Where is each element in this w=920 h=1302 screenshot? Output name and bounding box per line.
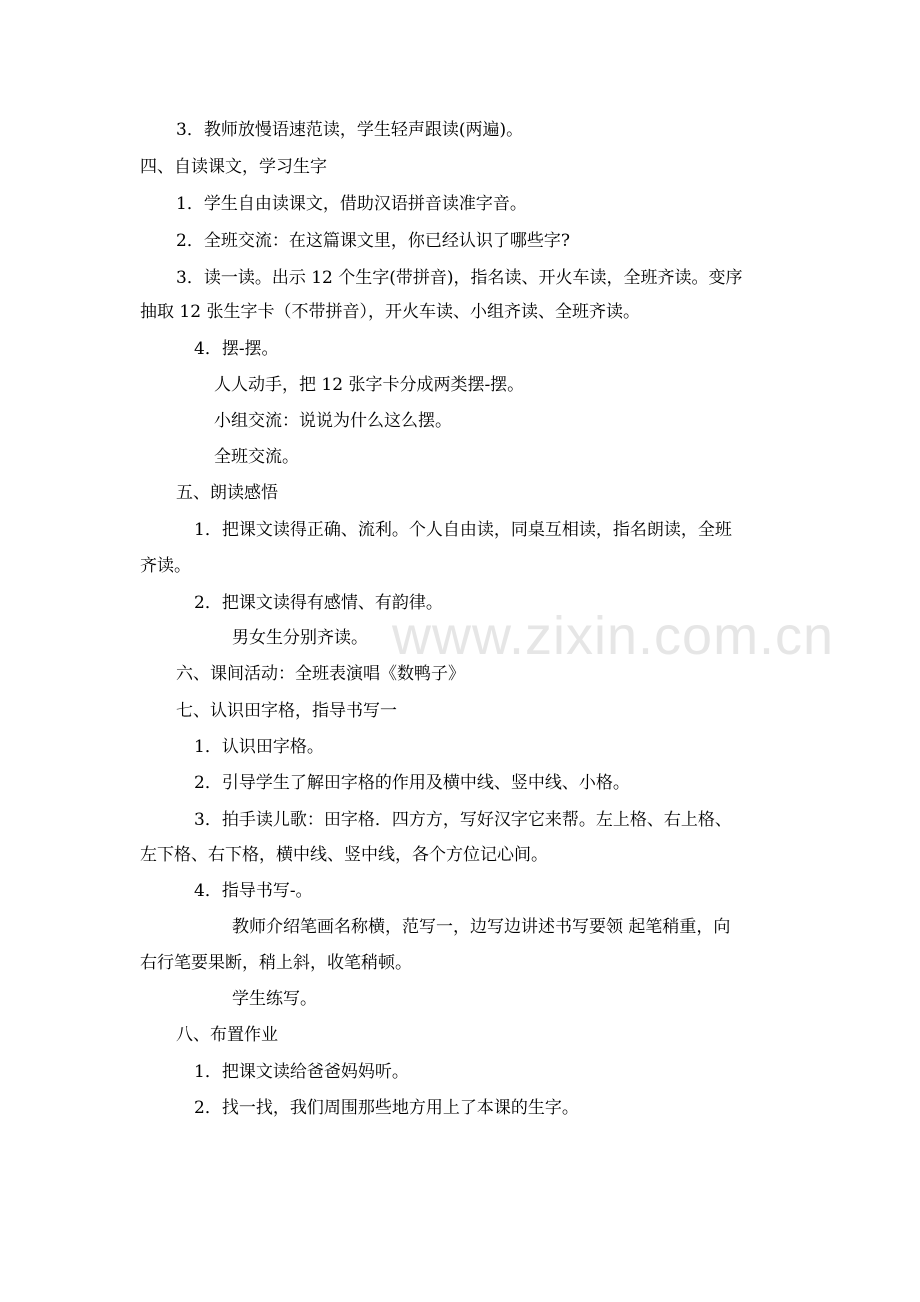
- section-heading: 六、课间活动：全班表演唱《数鸭子》: [176, 664, 465, 684]
- watermark: www.zixin.com.cn: [392, 606, 835, 666]
- text-line: 4．指导书写-。: [194, 881, 313, 901]
- text-line: 左下格、右下格，横中线、竖中线，各个方位记心间。: [140, 845, 548, 865]
- text-line: 全班交流。: [214, 447, 299, 467]
- text-line: 右行笔要果断，稍上斜，收笔稍顿。: [140, 953, 412, 973]
- text-line: 教师介绍笔画名称横，范写一，边写边讲述书写要领 起笔稍重，向: [232, 917, 731, 937]
- section-heading: 五、朗读感悟: [176, 483, 278, 503]
- text-line: 小组交流：说说为什么这么摆。: [214, 411, 452, 431]
- section-heading: 八、布置作业: [176, 1025, 278, 1045]
- text-line: 2．引导学生了解田字格的作用及横中线、竖中线、小格。: [194, 773, 630, 793]
- text-line: 男女生分别齐读。: [232, 628, 368, 648]
- section-heading: 七、认识田字格，指导书写一: [176, 701, 397, 721]
- text-line: 学生练写。: [232, 989, 317, 1009]
- section-heading: 四、自读课文，学习生字: [140, 157, 327, 177]
- text-line: 3．教师放慢语速范读，学生轻声跟读(两遍)。: [176, 120, 524, 140]
- text-line: 2．全班交流：在这篇课文里，你已经认识了哪些字?: [176, 231, 570, 251]
- text-line: 1．把课文读给爸爸妈妈听。: [194, 1062, 409, 1082]
- text-line: 2．把课文读得有感情、有韵律。: [194, 593, 443, 613]
- text-line: 4．摆-摆。: [194, 339, 279, 359]
- text-line: 3．读一读。出示 12 个生字(带拼音)，指名读、开火车读，全班齐读。变序: [176, 268, 743, 288]
- text-line: 抽取 12 张生字卡（不带拼音），开火车读、小组齐读、全班齐读。: [140, 302, 640, 322]
- text-line: 人人动手，把 12 张字卡分成两类摆-摆。: [214, 375, 525, 395]
- text-line: 1．学生自由读课文，借助汉语拼音读准字音。: [176, 194, 527, 214]
- text-line: 1．认识田字格。: [194, 737, 324, 757]
- text-line: 齐读。: [140, 556, 191, 576]
- text-line: 1．把课文读得正确、流利。个人自由读，同桌互相读，指名朗读，全班: [194, 520, 732, 540]
- text-line: 2．找一找，我们周围那些地方用上了本课的生字。: [194, 1098, 579, 1118]
- text-line: 3．拍手读儿歌：田字格．四方方，写好汉字它来帮。左上格、右上格、: [194, 810, 732, 830]
